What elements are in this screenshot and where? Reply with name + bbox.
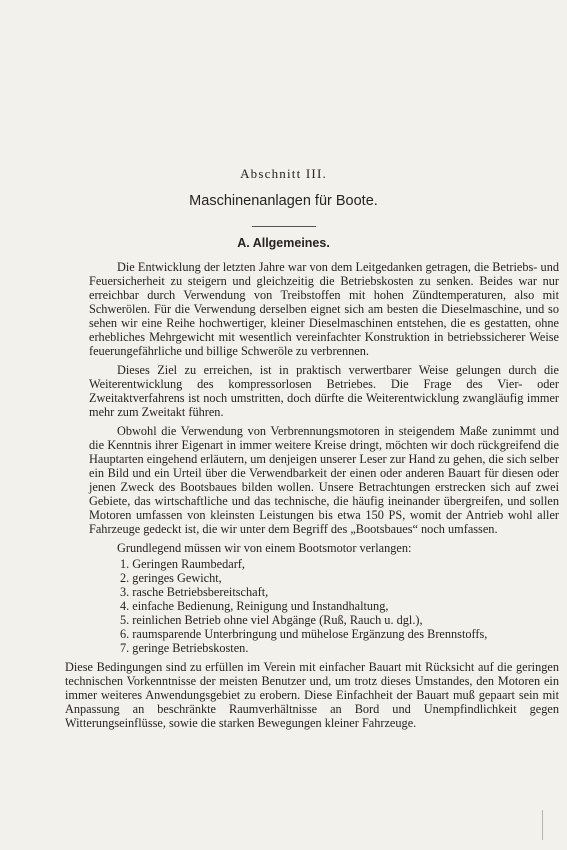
- title-divider: [252, 226, 316, 227]
- list-item: 2. geringes Gewicht,: [120, 571, 222, 585]
- paragraph-1: Die Entwicklung der letzten Jahre war von dem Leitgedanken getragen, die Betriebs- und Feuersicherheit zu steigern und gleichzeitig die Betriebskosten zu senken. Beides war nur erreichbar durch Verwendung von Treibstoffen mit hohen Zündtemperaturen, also mit Schwerölen. Für die Verwendung derselben eignet sich am besten die Dieselmaschine, und so sehen wir eine Reihe hochwertiger, kleiner Dieselmaschinen entstehen, die es gestatten, ohne erhebliches Mehrgewicht mit wesentlich vereinfachter Konstruktion in betriebssicherer Weise feuerungefährliche und billige Schweröle zu verbrennen.: [89, 260, 559, 358]
- list-item: 5. reinlichen Betrieb ohne viel Abgänge (Ruß, Rauch u. dgl.),: [120, 613, 423, 627]
- subsection-heading: A. Allgemeines.: [237, 236, 330, 250]
- list-item: 1. Geringen Raumbedarf,: [120, 557, 245, 571]
- chapter-title: Maschinenanlagen für Boote.: [189, 193, 378, 209]
- closing-paragraph: Diese Bedingungen sind zu erfüllen im Verein mit einfacher Bauart mit Rücksicht auf die geringen technischen Vorkenntnisse der meisten Benutzer und, um trotz dieses Umstandes, den Motoren ein immer weiteres Anwendungsgebiet zu erobern. Diese Einfachheit der Bauart muß gepaart sein mit Anpassung an beschränkte Raumverhältnisse an Bord und Unempfindlichkeit gegen Witterungseinflüsse, sowie die starken Bewegungen kleiner Fahrzeuge.: [65, 660, 559, 730]
- margin-mark: [542, 810, 544, 840]
- body-text: [65, 260, 559, 735]
- paragraph-3: Obwohl die Verwendung von Verbrennungsmotoren in steigendem Maße zunimmt und die Kenntnis ihrer Eigenart in immer weitere Kreise dringt, möchten wir doch rückgreifend die Hauptarten eingehend erläutern, um denjeigen unserer Leser zur Hand zu gehen, die sich selber ein Bild und ein Urteil über die Verwendbarkeit der einen oder anderen Bauart für diesen oder jenen Zweck des Bootsbaues bilden wollen. Unsere Betrachtungen erstrecken sich auf zwei Gebiete, das wirtschaftliche und das technische, die häufig ineinander übergreifen, und sollen Motoren umfassen von kleinsten Leistungen bis etwa 150 PS, womit der Antrieb wohl aller Fahrzeuge gedeckt ist, die wir unter dem Begriff des „Bootsbaues“ noch umfassen.: [89, 424, 559, 536]
- list-item: 3. rasche Betriebsbereitschaft,: [120, 585, 269, 599]
- list-item: 6. raumsparende Unterbringung und mühelose Ergänzung des Brennstoffs,: [120, 627, 488, 641]
- paragraph-2: Dieses Ziel zu erreichen, ist in praktisch verwertbarer Weise gelungen durch die Weiterentwicklung des kompressorlosen Betriebes. Die Frage des Vier- oder Zweitaktverfahrens ist noch umstritten, doch dürfte die Weiterentwicklung zwangläufig immer mehr zum Zweitakt führen.: [89, 363, 559, 419]
- section-heading: Abschnitt III.: [240, 166, 327, 181]
- requirements-list: [89, 557, 559, 655]
- list-item: 7. geringe Betriebskosten.: [120, 641, 249, 655]
- list-item: 4. einfache Bedienung, Reinigung und Instandhaltung,: [120, 599, 389, 613]
- paragraph-4: Grundlegend müssen wir von einem Bootsmotor verlangen:: [117, 541, 412, 555]
